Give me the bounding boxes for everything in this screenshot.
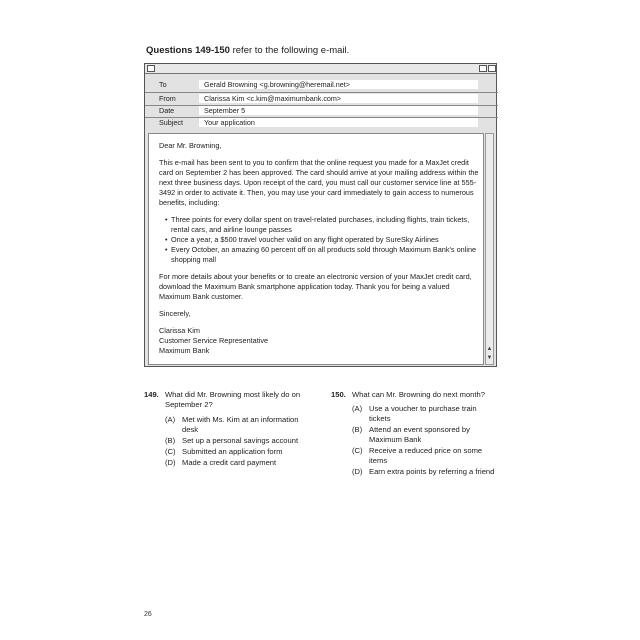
- maximize-icon[interactable]: [479, 65, 487, 72]
- close-icon[interactable]: [488, 65, 496, 72]
- option-letter: (D): [352, 467, 363, 476]
- question-149: [144, 390, 324, 485]
- heading-rest: refer to the following e-mail.: [229, 45, 350, 56]
- option-letter: (C): [165, 447, 176, 456]
- email-message: [159, 141, 479, 356]
- question-150: [331, 390, 506, 485]
- option-text: Made a credit card payment: [182, 458, 277, 467]
- answer-option[interactable]: [352, 467, 507, 477]
- date-field[interactable]: September 5: [199, 106, 478, 115]
- question-text: What can Mr. Browning do next month?: [352, 390, 485, 399]
- list-item: • Every October, an amazing 60 percent off on all products sold through Maximum Bank's online shopping mall: [171, 245, 479, 265]
- answer-option[interactable]: [165, 436, 325, 446]
- question-text: What did Mr. Browning most likely do on September 2?: [165, 390, 301, 409]
- answer-option[interactable]: [165, 415, 325, 435]
- from-field[interactable]: Clarissa Kim <c.kim@maximumbank.com>: [199, 94, 478, 103]
- option-text: Submitted an application form: [182, 447, 283, 456]
- email-paragraph: For more details about your benefits or to create an electronic version of your MaxJet credit card, download the Maximum Bank smartphone application today. Thank you for being a valued Maximum Bank customer.: [159, 272, 472, 301]
- subject-field[interactable]: Your application: [199, 118, 478, 127]
- question-number: 149.: [144, 390, 159, 399]
- option-text: Met with Ms. Kim at an information desk: [182, 415, 299, 434]
- subject-label: Subject: [159, 118, 183, 127]
- email-window: [144, 63, 497, 367]
- window-menu-icon[interactable]: [147, 65, 155, 72]
- date-label: Date: [159, 106, 175, 115]
- signature-name: Clarissa Kim: [159, 326, 200, 335]
- option-text: Receive a reduced price on some items: [369, 446, 483, 465]
- page-number: 26: [144, 611, 152, 618]
- scroll-down-icon[interactable]: ▼: [486, 355, 493, 361]
- to-field[interactable]: Gerald Browning <g.browning@heremail.net>: [199, 80, 478, 89]
- header-divider: [145, 92, 498, 93]
- option-text: Attend an event sponsored by Maximum Bank: [369, 425, 470, 444]
- email-body: [148, 133, 484, 365]
- option-letter: (B): [352, 425, 363, 434]
- email-paragraph: This e-mail has been sent to you to confirm that the online request you made for a MaxJet credit card on September 2 has been approved. The card should arrive at your mailing address within the next three business days. Upon receipt of the card, you must call our customer service line at 555-3492 in order to activate it. Then, you may use your card immediately to gain access to numerous benefits, including:: [159, 158, 479, 207]
- list-item: • Once a year, a $500 travel voucher valid on any flight operated by SureSky Airlines: [171, 235, 479, 245]
- from-label: From: [159, 94, 176, 103]
- question-number: 150.: [331, 390, 346, 399]
- signature-company: Maximum Bank: [159, 346, 210, 355]
- scroll-up-icon[interactable]: ▲: [486, 346, 493, 352]
- option-text: Use a voucher to purchase train tickets: [369, 404, 477, 423]
- email-scrollbar[interactable]: [485, 133, 494, 365]
- answer-option[interactable]: [352, 446, 507, 466]
- signature-title: Customer Service Representative: [159, 336, 269, 345]
- benefits-list: [159, 215, 479, 265]
- answer-option[interactable]: [352, 404, 507, 424]
- answer-option[interactable]: [352, 425, 507, 445]
- window-titlebar: [145, 64, 496, 74]
- option-text: Earn extra points by referring a friend: [369, 467, 495, 476]
- option-text: Set up a personal savings account: [182, 436, 299, 445]
- answer-option[interactable]: [165, 447, 325, 457]
- list-item: • Three points for every dollar spent on travel-related purchases, including flights, train tickets, rental cars, and airline lounge passes: [171, 215, 479, 235]
- option-letter: (A): [352, 404, 363, 413]
- answer-option[interactable]: [165, 458, 325, 468]
- to-label: To: [159, 80, 167, 89]
- questions-heading: [146, 45, 349, 56]
- option-letter: (B): [165, 436, 176, 445]
- closing: Sincerely,: [159, 309, 191, 318]
- option-letter: (D): [165, 458, 176, 467]
- greeting: Dear Mr. Browning,: [159, 141, 222, 150]
- option-letter: (C): [352, 446, 363, 455]
- questions-range: Questions 149-150: [146, 45, 230, 56]
- option-letter: (A): [165, 415, 176, 424]
